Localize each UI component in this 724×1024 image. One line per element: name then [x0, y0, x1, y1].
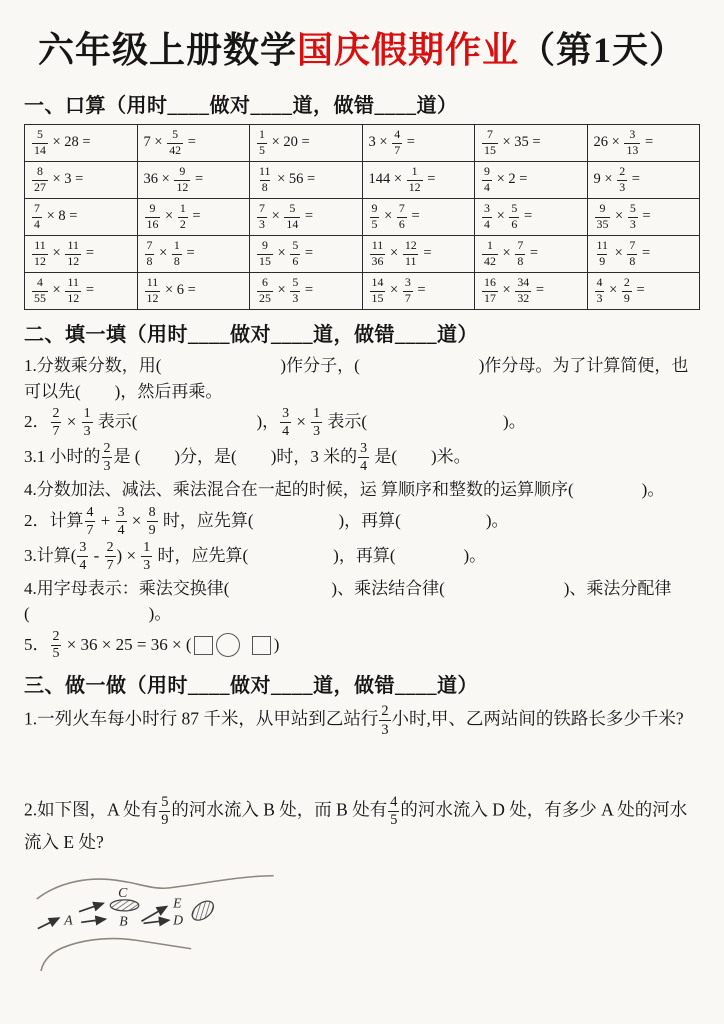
circle-placeholder-icon: [216, 633, 240, 657]
fraction-denominator: 3: [629, 217, 636, 231]
island-icon-2: [189, 897, 217, 924]
fraction-numerator: 5: [292, 238, 299, 253]
fraction: [392, 129, 402, 157]
fraction-denominator: 6: [511, 217, 518, 231]
fraction-numerator: 3: [117, 504, 125, 520]
diagram-label-e: E: [173, 895, 182, 911]
fraction-numerator: 3: [404, 275, 411, 290]
fraction-denominator: 9: [599, 254, 606, 268]
fraction: [257, 166, 272, 194]
fraction: [145, 277, 161, 305]
river-top-bank: [37, 876, 274, 899]
fraction-numerator: 2: [619, 164, 626, 179]
fraction-numerator: 11: [371, 238, 384, 253]
fraction: [482, 277, 498, 305]
fraction-denominator: 13: [626, 143, 639, 157]
fraction-denominator: 8: [261, 180, 268, 194]
fraction-denominator: 27: [34, 180, 46, 194]
oral-problem-cell: $\frac{9}{15}$ × $\frac{5}{6}$ =: [250, 236, 363, 273]
fill-item: 2． $\frac{2}{7}$ × $\frac{1}{3}$ 表示( )， $\frac{3}{4}$ × $\frac{1}{3}$ 表示( )。: [24, 406, 526, 439]
table-row: [25, 125, 700, 162]
fraction-numerator: 1: [173, 238, 180, 253]
fraction: [32, 277, 48, 305]
square-placeholder-icon: [194, 636, 213, 655]
table-row: [25, 236, 700, 273]
fraction-denominator: 3: [292, 291, 299, 305]
oral-problem-cell: $\frac{6}{25}$ × $\frac{5}{3}$ =: [250, 273, 363, 310]
fraction: [284, 203, 300, 231]
fraction-numerator: 8: [36, 164, 43, 179]
fraction: [51, 407, 62, 439]
fraction: [627, 240, 637, 268]
fraction-numerator: 4: [390, 794, 398, 811]
fraction: [624, 129, 640, 157]
fraction-numerator: 9: [599, 201, 606, 216]
fraction: [105, 541, 116, 573]
fraction-numerator: 11: [146, 275, 159, 290]
fraction-numerator: 11: [259, 164, 271, 179]
fraction-denominator: 17: [484, 291, 496, 305]
fraction-denominator: 3: [143, 557, 151, 573]
diagram-label-c: C: [118, 884, 128, 900]
problem-1: 1.一列火车每小时行 87 千米，从甲站到乙站行 $\frac{2}{3}$ 小时,甲、乙两站间的铁路长多少千米?: [24, 703, 684, 738]
fraction-denominator: 5: [371, 217, 378, 231]
oral-calculation-table: [24, 124, 700, 310]
fraction: [116, 506, 127, 538]
fraction-denominator: 5: [390, 812, 398, 829]
oral-problem-cell: $\frac{7}{15}$ × 35 =: [475, 125, 588, 162]
fraction-denominator: 9: [148, 522, 156, 538]
fraction: [77, 541, 88, 573]
oral-problem-cell: $\frac{9}{35}$ × $\frac{5}{3}$ =: [587, 199, 700, 236]
fraction-denominator: 12: [67, 254, 80, 268]
fraction-numerator: 7: [259, 201, 265, 216]
page-title: [24, 22, 700, 73]
fraction: [482, 129, 498, 157]
fraction-numerator: 2: [52, 406, 60, 421]
fill-item: 3.1 小时的 $\frac{2}{3}$ 是 ( )分，是( )时，3 米的 $\frac{3}{4}$ 是( )米。: [24, 440, 471, 474]
fraction-denominator: 8: [173, 254, 180, 268]
fill-item: 1.分数乘分数，用( )作分子，( )作分母。为了计算简便，也可以先( )，然后再乘。: [24, 356, 689, 401]
fraction: [167, 129, 183, 157]
fraction-numerator: 7: [486, 127, 493, 142]
fraction-numerator: 5: [289, 201, 296, 216]
fraction-numerator: 4: [36, 275, 43, 290]
fraction-numerator: 11: [596, 238, 608, 253]
fraction-denominator: 15: [371, 291, 384, 305]
fraction-denominator: 6: [398, 217, 405, 231]
fraction-denominator: 3: [381, 721, 389, 738]
oral-problem-cell: 26 × $\frac{3}{13}$ =: [587, 125, 700, 162]
oral-problem-cell: $\frac{11}{8}$ × 56 =: [250, 162, 363, 199]
fraction: [145, 240, 155, 268]
fraction: [102, 442, 113, 474]
fraction-numerator: 7: [146, 238, 153, 253]
problem-2: 2.如下图，A 处有 $\frac{5}{9}$ 的河水流入 B 处，而 B 处有 $\frac{4}{5}$ 的河水流入 D 处，有多少 A 处的河水流入 E 处?: [24, 794, 688, 852]
fraction-numerator: 5: [511, 201, 518, 216]
fraction-numerator: 16: [484, 275, 496, 290]
fraction-denominator: 8: [517, 254, 524, 268]
fraction-denominator: 5: [259, 143, 265, 157]
oral-problem-cell: 3 × $\frac{4}{7}$ =: [362, 125, 475, 162]
fraction-denominator: 12: [176, 180, 189, 194]
fraction-numerator: 6: [261, 275, 268, 290]
fraction: [515, 277, 531, 305]
fraction-numerator: 9: [179, 164, 186, 179]
fraction-numerator: 9: [484, 164, 490, 179]
fill-item: 2．计算 $\frac{4}{7}$ + $\frac{3}{4}$ × $\frac{8}{9}$ 时，应先算( )，再算( )。: [24, 504, 509, 538]
fraction: [65, 277, 81, 305]
flow-arrow-b-d: [144, 920, 169, 923]
oral-problem-cell: 7 × $\frac{5}{42}$ =: [137, 125, 250, 162]
fraction-numerator: 5: [172, 127, 179, 142]
fraction-numerator: 7: [629, 238, 636, 253]
fraction-denominator: 2: [179, 217, 186, 231]
oral-problem-cell: $\frac{7}{8}$ × $\frac{1}{8}$ =: [137, 236, 250, 273]
fraction-numerator: 8: [148, 504, 156, 520]
fraction-denominator: 12: [146, 291, 159, 305]
fraction-denominator: 4: [282, 423, 290, 439]
oral-problem-cell: $\frac{5}{14}$ × 28 =: [25, 125, 138, 162]
fraction: [65, 240, 81, 268]
oral-problem-cell: $\frac{1}{5}$ × 20 =: [250, 125, 363, 162]
fraction-denominator: 14: [34, 143, 46, 157]
fraction: [32, 166, 48, 194]
fraction: [617, 166, 627, 194]
fraction-numerator: 5: [629, 201, 636, 216]
oral-problem-cell: $\frac{16}{17}$ × $\frac{34}{32}$ =: [475, 273, 588, 310]
section3-heading: 三、做一做（用时____做对____道，做错____道）: [24, 675, 478, 698]
fraction-denominator: 9: [623, 291, 630, 305]
fraction-numerator: 2: [103, 440, 111, 456]
oral-problem-cell: $\frac{14}{15}$ × $\frac{3}{7}$ =: [362, 273, 475, 310]
title-accent: 国庆假期作业: [296, 30, 519, 70]
fraction-denominator: 7: [106, 557, 114, 573]
fraction: [311, 407, 322, 439]
fraction: [51, 630, 62, 662]
fraction-numerator: 12: [404, 238, 417, 253]
fraction: [388, 795, 399, 828]
fraction-denominator: 42: [484, 254, 496, 268]
table-row: [25, 273, 700, 310]
table-row: [25, 162, 700, 199]
flow-arrow-a-c: [79, 903, 103, 911]
fraction-numerator: 1: [83, 406, 91, 421]
fraction: [32, 240, 48, 268]
square-placeholder-icon: [252, 636, 271, 655]
fraction-denominator: 4: [117, 522, 125, 538]
fraction-numerator: 1: [313, 406, 321, 421]
fraction-numerator: 7: [398, 201, 405, 216]
fraction-numerator: 3: [360, 440, 368, 456]
fraction-denominator: 7: [52, 423, 60, 439]
river-diagram: [28, 862, 700, 977]
oral-problem-cell: $\frac{7}{3}$ × $\frac{5}{14}$ =: [250, 199, 363, 236]
fraction: [515, 240, 525, 268]
fraction-denominator: 7: [86, 522, 94, 538]
fraction: [178, 203, 188, 231]
oral-problem-cell: $\frac{11}{9}$ × $\frac{7}{8}$ =: [587, 236, 700, 273]
fraction: [482, 166, 492, 194]
oral-problem-cell: 36 × $\frac{9}{12}$ =: [137, 162, 250, 199]
fraction-numerator: 3: [484, 201, 490, 216]
oral-problem-cell: $\frac{9}{4}$ × 2 =: [475, 162, 588, 199]
title-part1: 六年级上册数学: [37, 30, 297, 70]
fraction: [147, 506, 158, 538]
fraction: [370, 277, 386, 305]
title-part3: （第1天）: [519, 30, 687, 70]
oral-problem-cell: $\frac{8}{27}$ × 3 =: [25, 162, 138, 199]
fraction-denominator: 12: [408, 180, 421, 194]
fraction: [257, 240, 273, 268]
fraction: [85, 506, 96, 538]
oral-problem-cell: 144 × $\frac{1}{12}$ =: [362, 162, 475, 199]
fraction-denominator: 15: [259, 254, 271, 268]
fraction: [595, 277, 605, 305]
oral-problem-cell: $\frac{9}{5}$ × $\frac{7}{6}$ =: [362, 199, 475, 236]
fraction-numerator: 1: [179, 201, 186, 216]
fraction-denominator: 11: [405, 254, 417, 268]
fraction: [159, 795, 170, 828]
oral-problem-cell: $\frac{11}{12}$ × $\frac{11}{12}$ =: [25, 236, 138, 273]
river-diagram-svg: [28, 862, 293, 972]
fraction-denominator: 3: [619, 180, 626, 194]
fraction: [141, 541, 152, 573]
fraction-numerator: 2: [623, 275, 630, 290]
fraction: [32, 203, 42, 231]
fraction-denominator: 8: [146, 254, 153, 268]
fraction: [257, 203, 267, 231]
fraction-denominator: 42: [169, 143, 182, 157]
oral-table-body: [25, 125, 700, 310]
fraction-denominator: 14: [286, 217, 299, 231]
fraction-numerator: 5: [292, 275, 299, 290]
fraction-denominator: 4: [484, 217, 490, 231]
fraction-numerator: 9: [149, 201, 156, 216]
fraction: [370, 240, 386, 268]
fraction-numerator: 9: [261, 238, 268, 253]
fraction: [595, 203, 611, 231]
fraction: [290, 240, 300, 268]
section1-heading: 一、口算（用时____做对____道，做错____道）: [24, 95, 458, 117]
diagram-label-d: D: [173, 912, 184, 928]
fraction-numerator: 11: [67, 238, 79, 253]
fraction-numerator: 5: [161, 794, 169, 811]
fraction-denominator: 6: [292, 254, 299, 268]
fraction: [595, 240, 610, 268]
fraction: [397, 203, 407, 231]
flow-arrow-a-b: [81, 919, 105, 922]
fraction-denominator: 5: [52, 646, 60, 662]
fraction-numerator: 4: [86, 504, 94, 520]
fraction: [379, 704, 390, 737]
oral-problem-cell: 9 × $\frac{2}{3}$ =: [587, 162, 700, 199]
fraction: [482, 203, 492, 231]
fraction-denominator: 4: [484, 180, 490, 194]
fraction-denominator: 15: [484, 143, 496, 157]
fraction-denominator: 16: [146, 217, 159, 231]
fraction: [358, 442, 369, 474]
oral-problem-cell: $\frac{1}{42}$ × $\frac{7}{8}$ =: [475, 236, 588, 273]
fraction: [280, 407, 291, 439]
fraction: [290, 277, 300, 305]
flow-arrow-in: [38, 918, 59, 929]
fraction: [145, 203, 161, 231]
fraction-numerator: 14: [371, 275, 384, 290]
oral-problem-cell: $\frac{9}{16}$ × $\frac{1}{2}$ =: [137, 199, 250, 236]
fraction: [628, 203, 638, 231]
fraction: [82, 407, 93, 439]
fraction-denominator: 4: [34, 217, 40, 231]
fraction-denominator: 25: [259, 291, 271, 305]
fraction: [403, 240, 419, 268]
fraction-denominator: 12: [34, 254, 46, 268]
fraction-denominator: 3: [103, 458, 111, 474]
fraction-denominator: 36: [371, 254, 384, 268]
river-bottom-bank: [41, 938, 191, 970]
fraction-numerator: 3: [79, 539, 87, 555]
fraction-numerator: 7: [34, 201, 40, 216]
table-row: [25, 199, 700, 236]
fraction-denominator: 3: [83, 423, 91, 439]
fraction: [370, 203, 380, 231]
fraction: [257, 277, 273, 305]
diagram-label-a: A: [64, 912, 73, 928]
oral-problem-cell: $\frac{4}{3}$ × $\frac{2}{9}$ =: [587, 273, 700, 310]
fraction: [509, 203, 519, 231]
fraction-numerator: 3: [629, 127, 636, 142]
fraction-numerator: 9: [371, 201, 378, 216]
fraction-numerator: 34: [517, 275, 530, 290]
fraction-numerator: 4: [596, 275, 603, 290]
fraction-denominator: 3: [313, 423, 321, 439]
fraction-numerator: 4: [394, 127, 401, 142]
oral-problem-cell: $\frac{4}{55}$ × $\frac{11}{12}$ =: [25, 273, 138, 310]
diagram-label-b: B: [119, 913, 128, 929]
fill-item: 4.用字母表示：乘法交换律( )、乘法结合律( )、乘法分配律( )。: [24, 578, 672, 623]
word-problems: [24, 704, 700, 855]
oral-problem-cell: $\frac{11}{12}$ × 6 =: [137, 273, 250, 310]
fraction-denominator: 3: [596, 291, 603, 305]
fraction: [174, 166, 190, 194]
fraction-numerator: 2: [106, 539, 114, 555]
fraction-numerator: 1: [259, 127, 265, 142]
fraction-numerator: 11: [34, 238, 46, 253]
fraction-numerator: 2: [52, 628, 60, 644]
fraction-denominator: 32: [517, 291, 530, 305]
fraction-denominator: 4: [360, 458, 368, 474]
fraction: [172, 240, 182, 268]
flow-arrow-b-e: [141, 906, 166, 921]
fraction-denominator: 3: [259, 217, 265, 231]
fraction: [407, 166, 423, 194]
fraction-numerator: 1: [143, 539, 151, 555]
fraction-denominator: 55: [34, 291, 46, 305]
fraction: [482, 240, 498, 268]
fraction: [257, 129, 267, 157]
fraction-numerator: 3: [282, 406, 290, 421]
fill-item: 3.计算( $\frac{3}{4}$ - $\frac{2}{7}$ ) × $\frac{1}{3}$ 时，应先算( )，再算( )。: [24, 539, 487, 573]
island-icon-1: [110, 900, 139, 911]
fraction: [32, 129, 48, 157]
fraction-denominator: 4: [79, 557, 87, 573]
fraction-denominator: 7: [404, 291, 411, 305]
oral-problem-cell: $\frac{11}{36}$ × $\frac{12}{11}$ =: [362, 236, 475, 273]
fraction-denominator: 9: [161, 812, 169, 829]
fraction-numerator: 1: [411, 164, 418, 179]
section2-heading: 二、填一填（用时____做对____道，做错____道）: [24, 324, 478, 346]
fill-item: 5． $\frac{2}{5}$ × 36 × 25 = 36 × ( ): [24, 628, 280, 662]
fraction-numerator: 11: [67, 275, 79, 290]
fill-item: 4.分数加法、减法、乘法混合在一起的时候，运 算顺序和整数的运算顺序( )。: [24, 479, 665, 499]
fraction-numerator: 7: [517, 238, 524, 253]
oral-problem-cell: $\frac{7}{4}$ × 8 =: [25, 199, 138, 236]
oral-problem-cell: $\frac{3}{4}$ × $\frac{5}{6}$ =: [475, 199, 588, 236]
fraction-denominator: 12: [67, 291, 80, 305]
fraction-denominator: 7: [394, 143, 401, 157]
fraction-denominator: 35: [596, 217, 609, 231]
fraction-denominator: 8: [629, 254, 636, 268]
fraction-numerator: 2: [381, 703, 389, 720]
fraction-numerator: 1: [486, 238, 493, 253]
fill-items: [24, 353, 700, 661]
fraction: [622, 277, 632, 305]
fraction: [403, 277, 413, 305]
fraction-numerator: 5: [36, 127, 43, 142]
